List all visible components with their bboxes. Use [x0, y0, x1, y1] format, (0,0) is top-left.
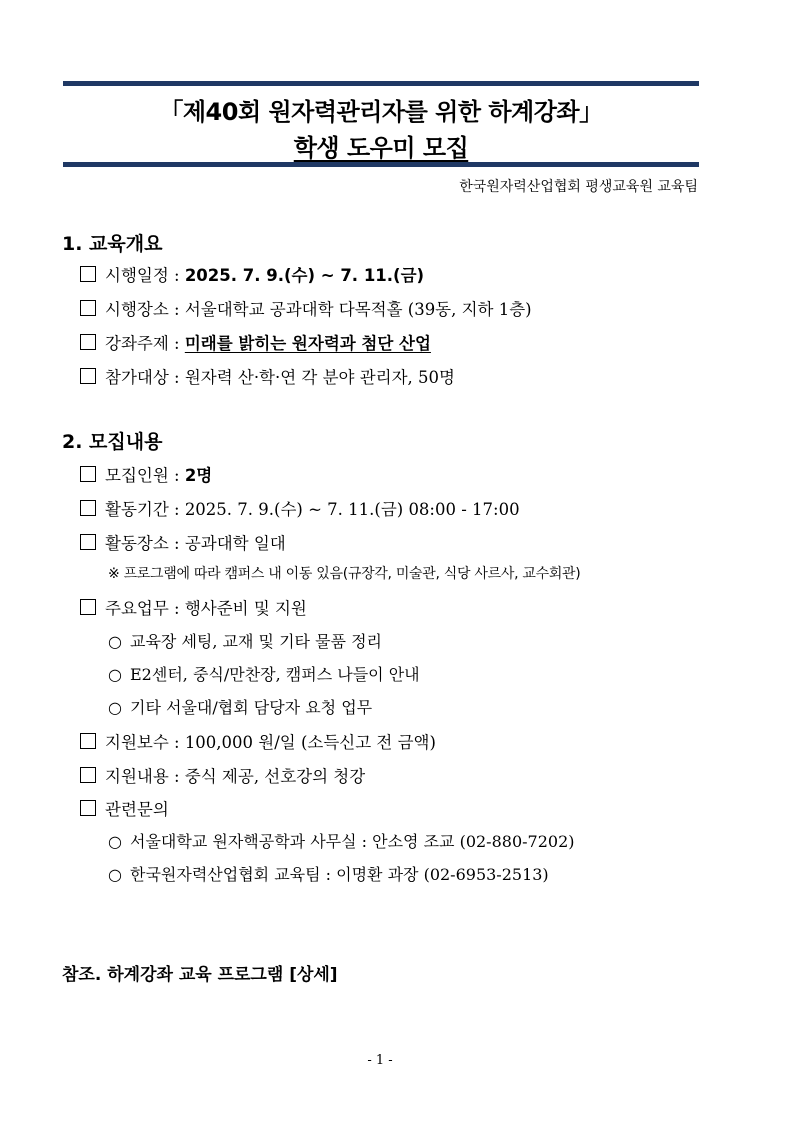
circle-bullet-icon: ○ [108, 698, 122, 717]
pay-label: 지원보수 : [105, 733, 185, 752]
top-rule [63, 81, 699, 86]
contact-item-2 [108, 862, 549, 885]
checkbox-icon [80, 368, 96, 384]
title-line-1: 「제40회 원자력관리자를 위한 하계강좌」 [159, 98, 603, 126]
schedule-item [80, 262, 424, 286]
duty-item-3 [108, 695, 372, 718]
contact-item [80, 796, 169, 820]
place-label: 활동장소 : [105, 534, 185, 553]
checkbox-icon [80, 534, 96, 550]
duties-label: 주요업무 : [105, 599, 185, 618]
checkbox-icon [80, 300, 96, 316]
checkbox-icon [80, 599, 96, 615]
contact-label: 관련문의 [105, 800, 169, 819]
schedule-value: 2025. 7. 9.(수) ~ 7. 11.(금) [184, 266, 425, 285]
duty-text-2: E2센터, 중식/만찬장, 캠퍼스 나들이 안내 [130, 665, 420, 684]
section1-heading: 1. 교육개요 [62, 233, 163, 255]
period-item [80, 496, 520, 520]
place-value: 공과대학 일대 [184, 534, 286, 553]
page-number: - 1 - [367, 1053, 393, 1068]
checkbox-icon [80, 800, 96, 816]
support-item [80, 763, 365, 787]
contact-text-2: 한국원자력산업협회 교육팀 : 이명환 과장 (02-6953-2513) [130, 865, 549, 884]
support-value: 중식 제공, 선호강의 청강 [184, 767, 366, 786]
duty-item-2 [108, 662, 420, 685]
place-note: ※ 프로그램에 따라 캠퍼스 내 이동 있음(규장각, 미술관, 식당 사르사, 교수회관) [108, 566, 581, 582]
circle-bullet-icon: ○ [108, 665, 122, 684]
duty-text-1: 교육장 세팅, 교재 및 기타 물품 정리 [130, 632, 382, 651]
circle-bullet-icon: ○ [108, 832, 122, 851]
title-line-2 [63, 128, 699, 163]
reference-heading: 참조. 하계강좌 교육 프로그램 [상세] [62, 965, 338, 985]
venue-label: 시행장소 : [105, 300, 185, 319]
place-item [80, 530, 286, 554]
title-line-2-text: 학생 도우미 모집 [293, 134, 469, 162]
venue-value: 서울대학교 공과대학 다목적홀 (39동, 지하 1층) [184, 300, 532, 319]
bottom-rule [63, 162, 699, 167]
schedule-label: 시행일정 : [105, 266, 185, 285]
contact-text-1: 서울대학교 원자핵공학과 사무실 : 안소영 조교 (02-880-7202) [130, 832, 575, 851]
contact-item-1 [108, 829, 575, 852]
circle-bullet-icon: ○ [108, 632, 122, 651]
period-value: 2025. 7. 9.(수) ~ 7. 11.(금) 08:00 - 17:00 [184, 500, 520, 519]
recruit-value: 2명 [184, 466, 213, 485]
duty-item-1 [108, 629, 382, 652]
period-label: 활동기간 : [105, 500, 185, 519]
audience-value: 원자력 산·학·연 각 분야 관리자, 50명 [184, 368, 455, 387]
duties-item [80, 595, 307, 619]
theme-label: 강좌주제 : [105, 334, 185, 353]
recruit-label: 모집인원 : [105, 466, 185, 485]
section2-heading: 2. 모집내용 [62, 431, 163, 453]
checkbox-icon [80, 767, 96, 783]
venue-item [80, 296, 532, 320]
recruit-item [80, 462, 212, 486]
duties-value: 행사준비 및 지원 [184, 599, 307, 618]
checkbox-icon [80, 733, 96, 749]
checkbox-icon [80, 266, 96, 282]
checkbox-icon [80, 334, 96, 350]
pay-item [80, 729, 436, 753]
circle-bullet-icon: ○ [108, 865, 122, 884]
checkbox-icon [80, 500, 96, 516]
audience-label: 참가대상 : [105, 368, 185, 387]
audience-item [80, 364, 455, 388]
theme-value: 미래를 밝히는 원자력과 첨단 산업 [184, 334, 431, 353]
checkbox-icon [80, 466, 96, 482]
theme-item [80, 330, 431, 354]
support-label: 지원내용 : [105, 767, 185, 786]
pay-value: 100,000 원/일 (소득신고 전 금액) [184, 733, 436, 752]
organization: 한국원자력산업협회 평생교육원 교육팀 [459, 179, 698, 195]
duty-text-3: 기타 서울대/협회 담당자 요청 업무 [130, 698, 373, 717]
